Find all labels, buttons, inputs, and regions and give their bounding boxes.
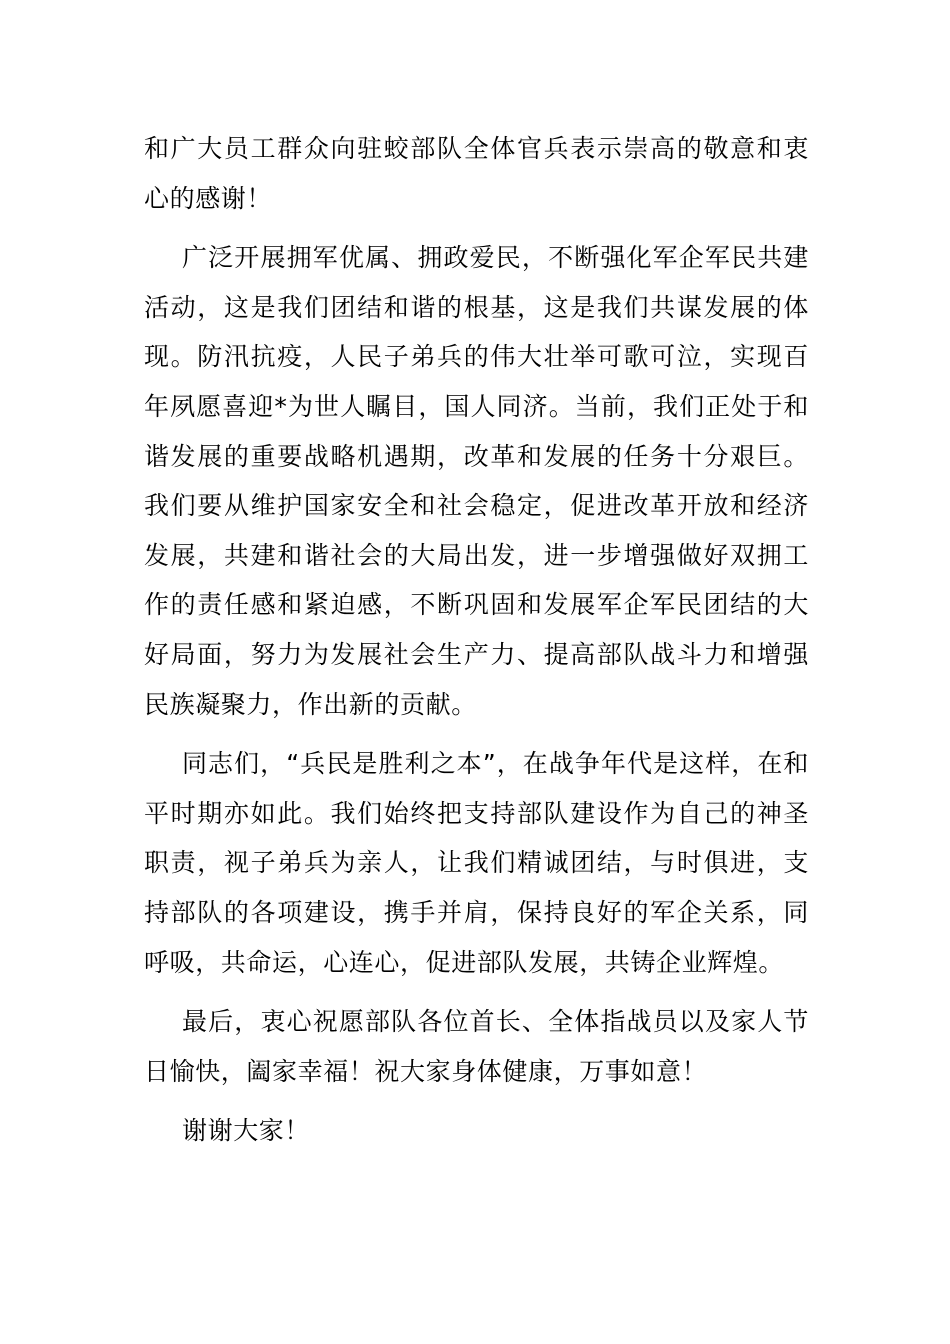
paragraph-wishes: 最后，衷心祝愿部队各位首长、全体指战员以及家人节日愉快，阖家幸福！祝大家身体健康，万事如意！ — [144, 1007, 809, 1086]
paragraph-thanks: 谢谢大家！ — [182, 1116, 311, 1146]
document-body — [144, 124, 809, 1166]
paragraph-joint-construction: 广泛开展拥军优属、拥政爱民，不断强化军企军民共建活动，这是我们团结和谐的根基，这是我们共谋发展的体现。防汛抗疫，人民子弟兵的伟大壮举可歌可泣，实现百年夙愿喜迎*为世人瞩目，国人同济。当前，我们正处于和谐发展的重要战略机遇期，改革和发展的任务十分艰巨。我们要从维护国家安全和社会稳定，促进改革开放和经济发展，共建和谐社会的大局出发，进一步增强做好双拥工作的责任感和紧迫感，不断巩固和发展军企军民团结的大好局面，努力为发展社会生产力、提高部队战斗力和增强民族凝聚力，作出新的贡献。 — [144, 243, 809, 719]
paragraph-comrades: 同志们，“兵民是胜利之本”，在战争年代是这样，在和平时期亦如此。我们始终把支持部队建设作为自己的神圣职责，视子弟兵为亲人，让我们精诚团结，与时俱进，支持部队的各项建设，携手并肩，保持良好的军企关系，同呼吸，共命运，心连心，促进部队发展，共铸企业辉煌。 — [144, 749, 809, 977]
paragraph-continuation: 和广大员工群众向驻蛟部队全体官兵表示崇高的敬意和衷心的感谢！ — [144, 134, 809, 213]
